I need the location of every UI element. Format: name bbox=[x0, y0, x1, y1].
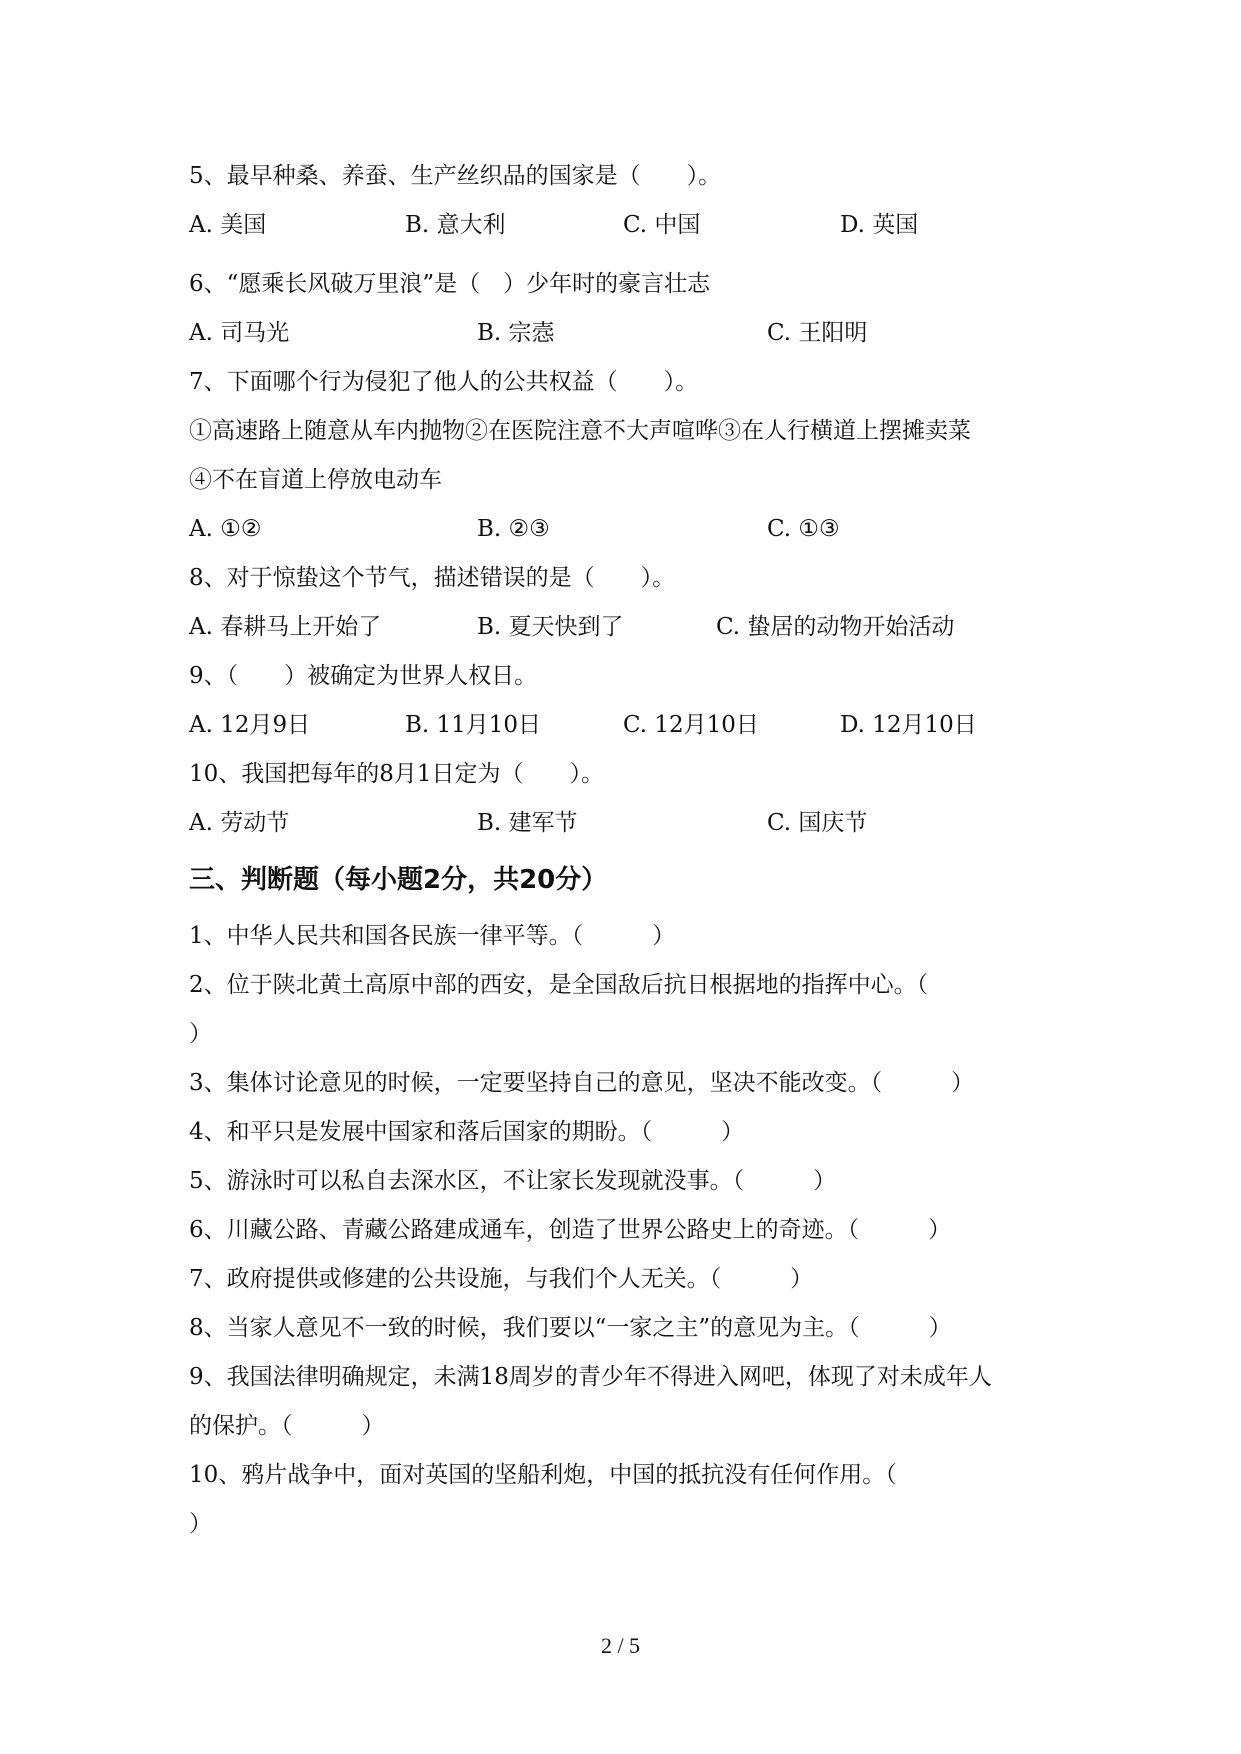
question-9-stem: 9、（ ）被确定为世界人权日。 bbox=[189, 663, 538, 689]
question-8-stem: 8、对于惊蛰这个节气，描述错误的是（ ）。 bbox=[189, 565, 676, 591]
judgment-item: 9、我国法律明确规定，未满18周岁的青少年不得进入网吧，体现了对未成年人 bbox=[189, 1364, 992, 1390]
judgment-item-continuation: ） bbox=[189, 1511, 212, 1537]
q10-option-b: B. 建军节 bbox=[477, 810, 578, 836]
question-5-stem: 5、最早种桑、养蚕、生产丝织品的国家是（ ）。 bbox=[189, 163, 722, 189]
q5-option-c: C. 中国 bbox=[623, 212, 701, 238]
question-10-stem: 10、我国把每年的8月1日定为（ ）。 bbox=[189, 761, 605, 787]
q5-option-b: B. 意大利 bbox=[405, 212, 506, 238]
page-number: 2 / 5 bbox=[600, 1633, 641, 1658]
judgment-item: 7、政府提供或修建的公共设施，与我们个人无关。（ ） bbox=[189, 1266, 814, 1292]
judgment-item: 5、游泳时可以私自去深水区，不让家长发现就没事。（ ） bbox=[189, 1168, 837, 1194]
q8-option-c: C. 蛰居的动物开始活动 bbox=[716, 614, 955, 640]
question-6-stem: 6、“愿乘长风破万里浪”是（ ）少年时的豪言壮志 bbox=[189, 271, 711, 297]
judgment-item: 10、鸦片战争中，面对英国的坚船利炮，中国的抵抗没有任何作用。（ bbox=[189, 1462, 897, 1488]
judgment-item: 4、和平只是发展中国家和落后国家的期盼。（ ） bbox=[189, 1119, 745, 1145]
q5-option-a: A. 美国 bbox=[189, 212, 267, 238]
judgment-item: 6、川藏公路、青藏公路建成通车，创造了世界公路史上的奇迹。（ ） bbox=[189, 1217, 952, 1243]
question-7-statements-line-2: ④不在盲道上停放电动车 bbox=[189, 467, 442, 493]
judgment-item: 3、集体讨论意见的时候，一定要坚持自己的意见，坚决不能改变。（ ） bbox=[189, 1070, 975, 1096]
q10-option-a: A. 劳动节 bbox=[189, 810, 290, 836]
judgment-item: 2、位于陕北黄土高原中部的西安，是全国敌后抗日根据地的指挥中心。（ bbox=[189, 972, 929, 998]
q6-option-c: C. 王阳明 bbox=[767, 320, 868, 346]
q7-option-c: C. ①③ bbox=[767, 516, 840, 542]
q9-option-c: C. 12月10日 bbox=[623, 712, 759, 738]
q7-option-a: A. ①② bbox=[189, 516, 262, 542]
q9-option-d: D. 12月10日 bbox=[840, 712, 977, 738]
judgment-item: 8、当家人意见不一致的时候，我们要以“一家之主”的意见为主。（ ） bbox=[189, 1315, 952, 1341]
q8-option-a: A. 春耕马上开始了 bbox=[189, 614, 382, 640]
q9-option-a: A. 12月9日 bbox=[189, 712, 311, 738]
question-7-statements-line-1: ①高速路上随意从车内抛物②在医院注意不大声喧哗③在人行横道上摆摊卖菜 bbox=[189, 418, 971, 444]
q7-option-b: B. ②③ bbox=[477, 516, 550, 542]
q10-option-c: C. 国庆节 bbox=[767, 810, 868, 836]
judgment-item: 1、中华人民共和国各民族一律平等。（ ） bbox=[189, 923, 676, 949]
judgment-item-continuation: 的保护。（ ） bbox=[189, 1413, 385, 1439]
q6-option-a: A. 司马光 bbox=[189, 320, 290, 346]
judgment-item-continuation: ） bbox=[189, 1021, 212, 1047]
q6-option-b: B. 宗悫 bbox=[477, 320, 555, 346]
q5-option-d: D. 英国 bbox=[840, 212, 919, 238]
q9-option-b: B. 11月10日 bbox=[405, 712, 542, 738]
question-7-stem: 7、下面哪个行为侵犯了他人的公共权益（ ）。 bbox=[189, 369, 699, 395]
q8-option-b: B. 夏天快到了 bbox=[477, 614, 624, 640]
judgment-section-title: 三、判断题（每小题2分，共20分） bbox=[189, 865, 608, 895]
